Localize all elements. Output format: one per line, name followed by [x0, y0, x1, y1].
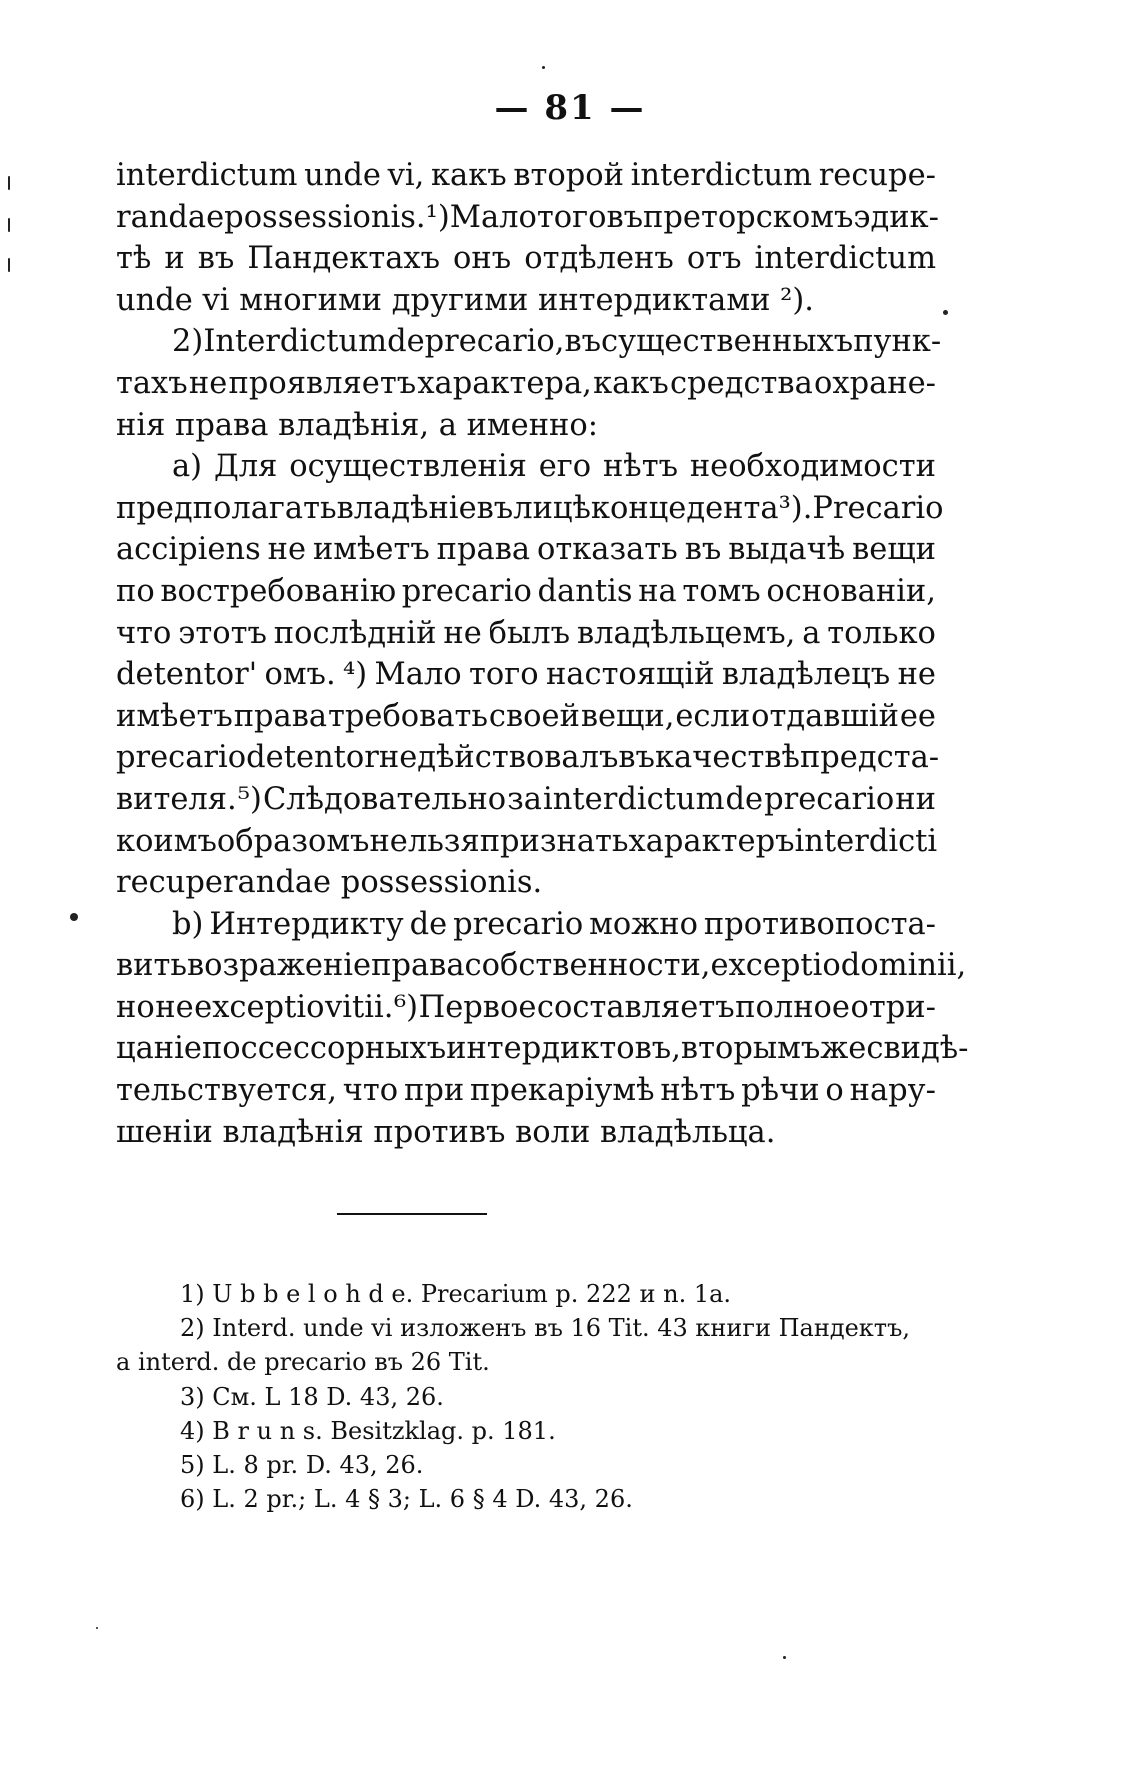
word: противопоста- — [703, 906, 936, 942]
word: interdictum — [116, 158, 298, 193]
word: качествѣ — [654, 740, 800, 776]
body-line: шеніи владѣнія противъ воли владѣльца. — [116, 1114, 776, 1150]
body-line — [116, 363, 936, 405]
word: осуществленія — [289, 449, 527, 485]
footnote-continuation: a interd. de precario въ 26 Tit. — [116, 1348, 490, 1377]
word: права — [233, 698, 328, 734]
word: на — [638, 573, 677, 609]
word: detentor — [246, 740, 379, 776]
word: de — [387, 324, 425, 360]
body-line — [116, 904, 936, 946]
word: Precario — [812, 490, 944, 526]
word: въ — [197, 241, 235, 277]
word: этотъ — [178, 615, 267, 651]
word: при — [403, 1073, 465, 1109]
scan-speck — [8, 258, 10, 272]
body-line — [116, 155, 936, 197]
word: онъ — [453, 241, 512, 277]
word: accipiens — [116, 532, 261, 568]
word: въ — [618, 740, 655, 776]
word: precario — [764, 781, 895, 817]
body-line — [116, 197, 939, 239]
word: отъ — [686, 241, 742, 277]
footnote: 2) Interd. unde vi изложенъ въ 16 Tit. 43 книги Пандектъ, — [180, 1314, 910, 1343]
word: имѣетъ — [116, 698, 233, 734]
word: тельствуется, — [116, 1073, 337, 1109]
word: въ — [606, 199, 644, 235]
body-line — [116, 321, 942, 363]
word: precario — [401, 573, 532, 609]
word: права — [371, 948, 465, 984]
word: лицѣ — [513, 490, 591, 526]
word: необходимости — [689, 449, 936, 485]
word: не — [267, 532, 307, 568]
word: 2) — [172, 324, 204, 360]
word: преторскомъ — [643, 199, 854, 235]
scan-speck — [542, 66, 545, 69]
footnote: 6) L. 2 pr.; L. 4 § 3; L. 6 § 4 D. 43, 26. — [180, 1485, 633, 1514]
body-line — [116, 737, 940, 779]
body-line — [116, 945, 967, 987]
body-line — [116, 696, 936, 738]
word: ее — [899, 698, 936, 734]
word: не — [155, 989, 194, 1025]
word: составляетъ — [536, 989, 735, 1025]
body-line — [116, 987, 936, 1029]
word: что — [116, 615, 172, 651]
word: vitii. — [324, 989, 394, 1025]
word: только — [827, 615, 936, 651]
word: interdictum — [630, 158, 813, 193]
word: de — [725, 781, 764, 817]
word: Для — [213, 449, 278, 485]
word: отдавшій — [751, 698, 899, 734]
word: владѣльцемъ, — [576, 615, 796, 651]
word: концедента — [590, 490, 779, 526]
footnote: 1) U b b e l o h d e. Precarium p. 222 и n. 1a. — [180, 1280, 732, 1308]
word: поссессорныхъ — [201, 1031, 447, 1067]
word: нѣтъ — [660, 1073, 736, 1109]
footnotes — [116, 1277, 936, 1516]
word: Пандектахъ — [247, 241, 440, 277]
body-line — [116, 821, 936, 863]
word: ⁶) — [393, 989, 419, 1025]
word: но — [116, 989, 155, 1025]
word: своей — [488, 698, 580, 734]
body-line — [116, 488, 944, 530]
word: права — [436, 532, 531, 568]
word: interdicti — [794, 823, 938, 859]
body-line: нія права владѣнія, а именно: — [116, 407, 598, 443]
word: interdictum — [754, 241, 936, 277]
body-line — [116, 446, 936, 488]
word: ни — [895, 781, 936, 817]
word: Интердикту — [209, 906, 404, 942]
word: полное — [735, 989, 850, 1025]
footnote-divider — [337, 1213, 487, 1215]
word: въ — [684, 532, 722, 568]
word: нѣтъ — [602, 449, 678, 485]
word: нельзя — [369, 823, 480, 859]
word: рѣчи — [741, 1073, 820, 1109]
word: ¹) — [425, 199, 450, 235]
body-line — [116, 654, 936, 696]
word: коимъ — [116, 823, 217, 859]
scan-speck — [8, 218, 10, 232]
word: вещи, — [580, 698, 675, 734]
word: не — [897, 657, 936, 693]
word: какъ — [430, 158, 507, 193]
word: можно — [589, 906, 698, 942]
scan-speck — [943, 310, 948, 315]
word: вителя. — [116, 781, 237, 817]
word: не — [443, 615, 482, 651]
word: же — [820, 1031, 867, 1067]
word: интердиктовъ, — [446, 1031, 681, 1067]
word: вещи — [852, 532, 936, 568]
word: b) — [172, 906, 204, 942]
word: свидѣ- — [866, 1031, 969, 1067]
word: того — [469, 657, 539, 693]
word: существенныхъ — [601, 324, 854, 360]
word: отдѣленъ — [524, 241, 674, 277]
body-line — [116, 238, 936, 280]
word: Interdictum — [203, 324, 388, 360]
word: не — [378, 740, 418, 776]
word: средства — [670, 365, 813, 401]
word: precario — [116, 740, 247, 776]
word: характера, — [417, 365, 592, 401]
body-line — [116, 571, 936, 613]
word: precario, — [424, 324, 565, 360]
body-line — [116, 1028, 969, 1070]
word: по — [116, 573, 155, 609]
word: образомъ — [216, 823, 370, 859]
word: дѣйствовалъ — [417, 740, 619, 776]
word: въ — [476, 490, 514, 526]
scan-speck — [96, 1627, 98, 1629]
word: вторымъ — [680, 1031, 821, 1067]
body-line — [116, 529, 936, 571]
word: за — [507, 781, 542, 817]
word: въ — [564, 324, 602, 360]
word: основаніи, — [766, 573, 936, 609]
word: омъ. — [264, 657, 336, 693]
word: detentor' — [116, 657, 258, 693]
word: Мало — [449, 199, 537, 235]
word: не — [188, 365, 228, 401]
word: interdictum — [543, 781, 725, 817]
footnote: 4) B r u n s. Besitzklag. p. 181. — [180, 1416, 556, 1445]
word: того — [536, 199, 607, 235]
footnote: 3) См. L 18 D. 43, 26. — [180, 1382, 444, 1411]
word: требовать — [328, 698, 489, 734]
word: владѣлецъ — [721, 657, 891, 693]
word: a) — [172, 449, 203, 485]
body-line: recuperandae possessionis. — [116, 865, 543, 901]
word: второй — [513, 158, 624, 193]
word: возраженіе — [186, 948, 372, 984]
word: имѣетъ — [312, 532, 430, 568]
word: предста- — [799, 740, 940, 776]
word: характеръ — [628, 823, 795, 859]
word: пунк- — [853, 324, 942, 360]
body-line — [116, 613, 936, 655]
word: нару- — [849, 1073, 936, 1109]
word: тахъ — [116, 365, 188, 401]
scan-speck — [8, 176, 10, 190]
body-line: unde vi многими другими интердиктами ²). — [116, 282, 814, 318]
word: настоящій — [545, 657, 715, 693]
word: vi, — [387, 158, 425, 193]
word: randae — [116, 199, 225, 235]
word: dominii, — [840, 948, 967, 984]
footnote: 5) L. 8 pr. D. 43, 26. — [180, 1451, 424, 1480]
word: exceptio — [194, 989, 325, 1025]
word: выдачѣ — [728, 532, 846, 568]
word: тѣ — [116, 241, 152, 277]
word: томъ — [682, 573, 761, 609]
scan-speck — [783, 1656, 786, 1659]
word: ⁵) — [237, 781, 262, 817]
word: Мало — [374, 657, 462, 693]
word: precario — [453, 906, 584, 942]
word: о — [825, 1073, 844, 1109]
word: unde — [304, 158, 381, 193]
word: послѣдній — [273, 615, 437, 651]
word: отри- — [850, 989, 936, 1025]
word: Первое — [418, 989, 537, 1025]
word: прекаріумѣ — [470, 1073, 655, 1109]
word: признать — [479, 823, 629, 859]
word: отказать — [537, 532, 678, 568]
scan-speck — [70, 913, 78, 921]
word: ³). — [778, 490, 813, 526]
word: собственности, — [464, 948, 711, 984]
page-number: — 81 — — [494, 88, 646, 128]
word: былъ — [488, 615, 571, 651]
word: вить — [116, 948, 187, 984]
word: а — [802, 615, 821, 651]
word: de — [409, 906, 448, 942]
body-line — [116, 1070, 936, 1112]
word: проявляетъ — [228, 365, 417, 401]
body-line — [116, 779, 936, 821]
word: его — [538, 449, 592, 485]
word: что — [342, 1073, 399, 1109]
word: владѣніе — [336, 490, 477, 526]
word: ⁴) — [343, 657, 368, 693]
word: possessionis. — [224, 199, 426, 235]
word: dantis — [537, 573, 633, 609]
word: охране- — [814, 365, 936, 401]
word: востребованію — [160, 573, 397, 609]
word: если — [675, 698, 751, 734]
word: какъ — [593, 365, 669, 401]
word: recupe- — [818, 158, 936, 193]
word: exceptio — [710, 948, 841, 984]
word: эдик- — [853, 199, 939, 235]
word: предполагать — [116, 490, 337, 526]
word: Слѣдовательно — [262, 781, 507, 817]
word: цаніе — [116, 1031, 202, 1067]
body-text — [116, 155, 969, 1153]
word: и — [164, 241, 185, 277]
